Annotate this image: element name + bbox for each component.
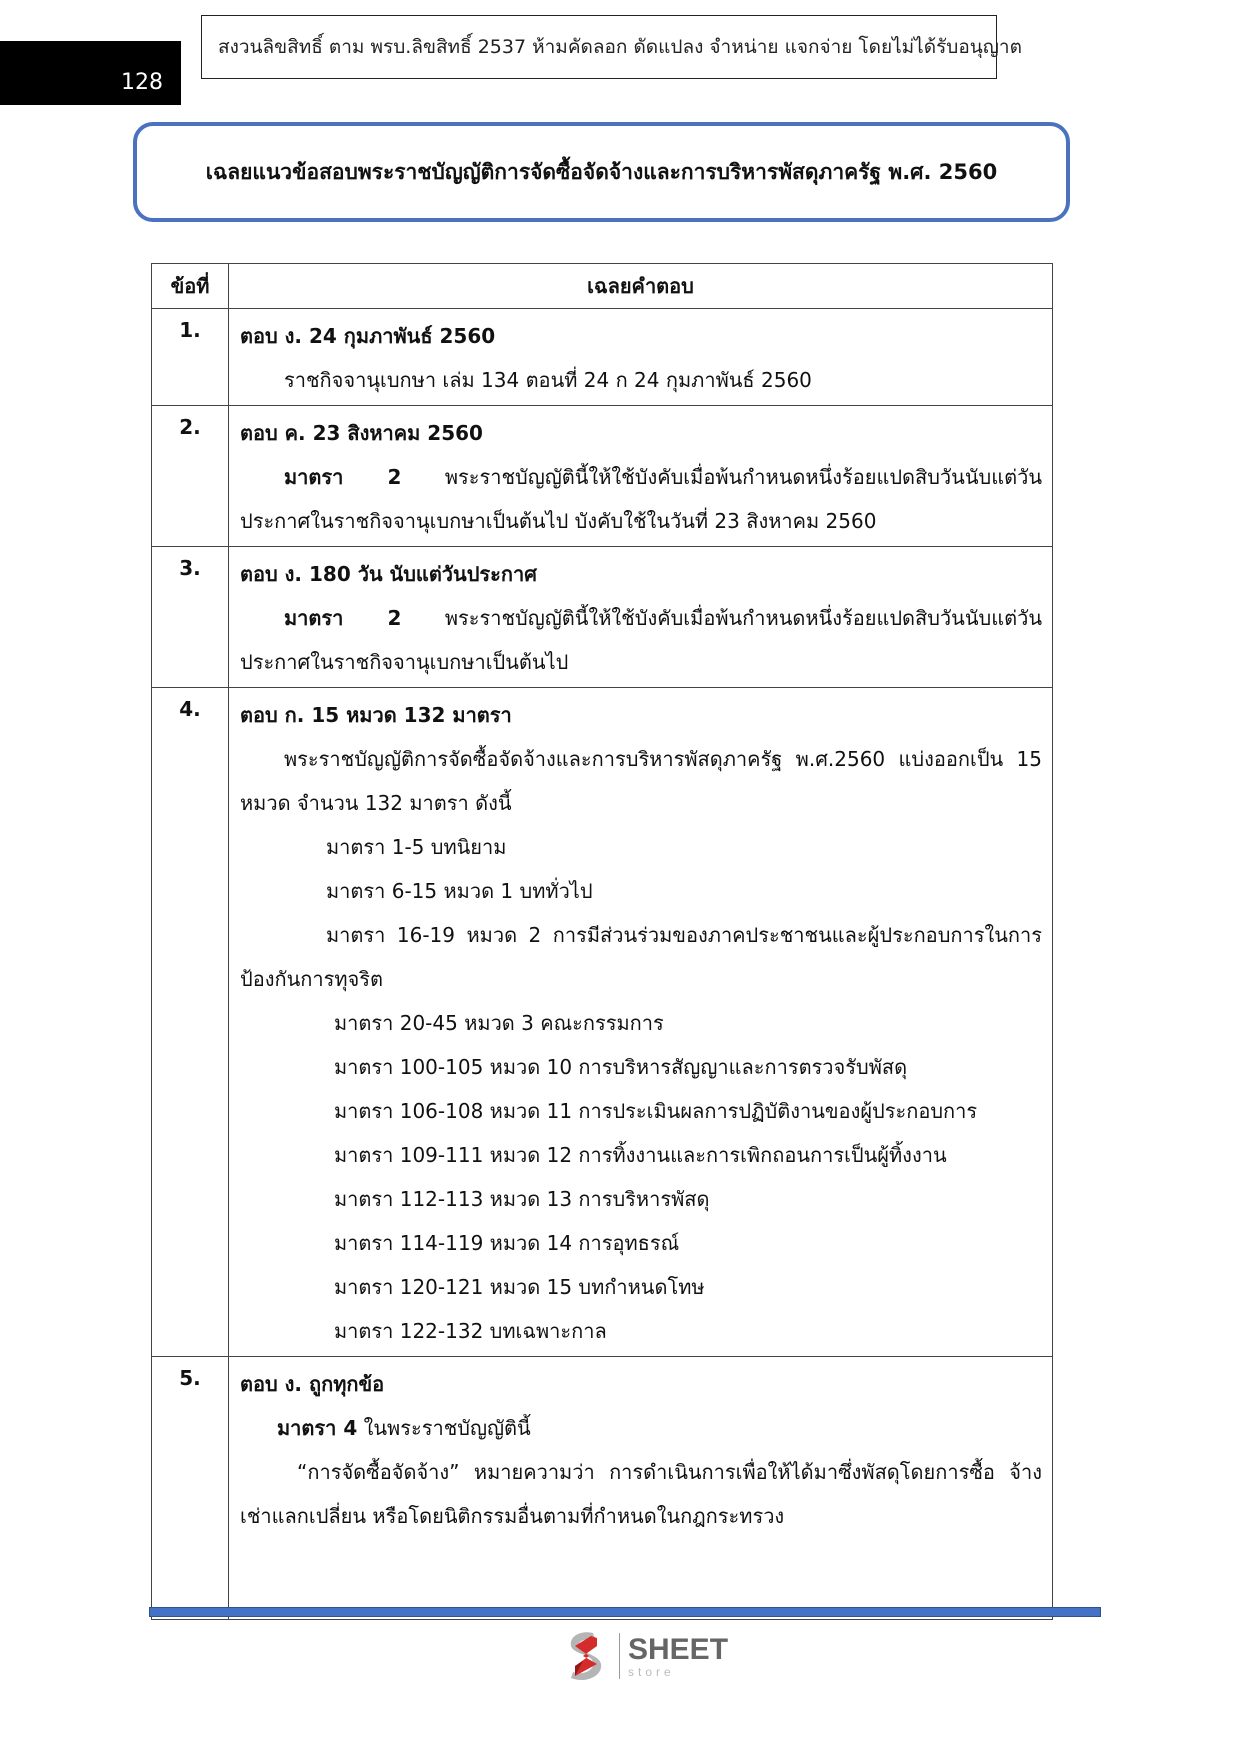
answer-cell [229, 406, 1053, 547]
section-text: ในพระราชบัญญัตินี้ [357, 1416, 531, 1440]
footer-divider-bar [149, 1607, 1101, 1617]
copyright-notice: สงวนลิขสิทธิ์ ตาม พรบ.ลิขสิทธิ์ 2537 ห้ามคัดลอก ดัดแปลง จำหน่าย แจกจ่าย โดยไม่ได้รับอนุญาต [218, 36, 1022, 58]
answer-cell [229, 1357, 1053, 1620]
answer-explanation: ราชกิจจานุเบกษา เล่ม 134 ตอนที่ 24 ก 24 กุมภาพันธ์ 2560 [284, 368, 812, 392]
list-item: มาตรา 122-132 บทเฉพาะกาล [334, 1319, 607, 1343]
question-number: 2. [152, 406, 229, 547]
table-row [152, 1357, 1053, 1620]
question-number: 4. [152, 688, 229, 1357]
logo-wordmark [628, 1632, 729, 1679]
answer-paragraph: พระราชบัญญัติการจัดซื้อจัดจ้างและการบริหารพัสดุภาครัฐ พ.ศ.2560 แบ่งออกเป็น 15 หมวด จำนวน 132 มาตรา ดังนี้ [240, 747, 1042, 815]
question-number: 5. [152, 1357, 229, 1620]
question-number: 3. [152, 547, 229, 688]
section-line [240, 1406, 1042, 1450]
section-text: พระราชบัญญัตินี้ให้ใช้บังคับเมื่อพ้นกำหนดหนึ่งร้อยแปดสิบวันนับแต่วัน [401, 465, 1042, 489]
column-header-answer: เฉลยคำตอบ [229, 264, 1053, 309]
section-continuation: ประกาศในราชกิจจานุเบกษาเป็นต้นไป [240, 650, 569, 674]
answer-choice: ตอบ ง. 24 กุมภาพันธ์ 2560 [240, 324, 496, 348]
section-line [240, 455, 1042, 499]
question-number: 1. [152, 309, 229, 406]
list-item: มาตรา 112-113 หมวด 13 การบริหารพัสดุ [334, 1187, 710, 1211]
section-line [240, 596, 1042, 640]
answer-table [151, 263, 1053, 1620]
section-continuation: ประกาศในราชกิจจานุเบกษาเป็นต้นไป บังคับใช้ในวันที่ 23 สิงหาคม 2560 [240, 509, 877, 533]
list-item: มาตรา 120-121 หมวด 15 บทกำหนดโทษ [334, 1275, 705, 1299]
logo-sub-text: store [628, 1664, 675, 1679]
section-label: มาตรา 2 [284, 606, 402, 630]
answer-cell [229, 688, 1053, 1357]
title-box [133, 122, 1070, 222]
list-item: มาตรา 6-15 หมวด 1 บททั่วไป [326, 879, 593, 903]
copyright-notice-box [201, 15, 1022, 79]
section-label: มาตรา 2 [284, 465, 402, 489]
column-header-number: ข้อที่ [152, 264, 229, 309]
list-item: มาตรา 100-105 หมวด 10 การบริหารสัญญาและการตรวจรับพัสดุ [334, 1055, 908, 1079]
section-text: พระราชบัญญัตินี้ให้ใช้บังคับเมื่อพ้นกำหนดหนึ่งร้อยแปดสิบวันนับแต่วัน [401, 606, 1042, 630]
page-title: เฉลยแนวข้อสอบพระราชบัญญัติการจัดซื้อจัดจ้างและการบริหารพัสดุภาครัฐ พ.ศ. 2560 [205, 159, 998, 184]
logo-main-text: SHEET [628, 1632, 729, 1666]
answer-choice: ตอบ ง. ถูกทุกข้อ [240, 1372, 385, 1396]
list-item: มาตรา 16-19 หมวด 2 การมีส่วนร่วมของภาคประชาชนและผู้ประกอบการในการ [326, 923, 1042, 947]
page-number: 128 [121, 70, 163, 95]
answer-cell [229, 309, 1053, 406]
answer-choice: ตอบ ก. 15 หมวด 132 มาตรา [240, 703, 512, 727]
list-item: มาตรา 114-119 หมวด 14 การอุทธรณ์ [334, 1231, 680, 1255]
list-item: มาตรา 1-5 บทนิยาม [326, 835, 507, 859]
table-row [152, 309, 1053, 406]
s-logo-icon [563, 1630, 611, 1682]
logo-divider [619, 1633, 620, 1679]
definition-paragraph: “การจัดซื้อจัดจ้าง” หมายความว่า การดำเนินการเพื่อให้ได้มาซึ่งพัสดุโดยการซื้อ จ้าง เช่าแลกเปลี่ยน หรือโดยนิติกรรมอื่นตามที่กำหนดในกฎกระทรวง [240, 1460, 1042, 1528]
table-header-row [152, 264, 1053, 309]
table-row [152, 688, 1053, 1357]
list-item: มาตรา 20-45 หมวด 3 คณะกรรมการ [334, 1011, 664, 1035]
answer-cell [229, 547, 1053, 688]
table-row [152, 406, 1053, 547]
list-item: มาตรา 106-108 หมวด 11 การประเมินผลการปฏิบัติงานของผู้ประกอบการ [334, 1099, 978, 1123]
answer-choice: ตอบ ง. 180 วัน นับแต่วันประกาศ [240, 562, 537, 586]
sheet-store-logo [563, 1630, 728, 1682]
section-label: มาตรา 4 [277, 1416, 358, 1440]
table-row [152, 547, 1053, 688]
page-number-box [0, 41, 181, 105]
answer-choice: ตอบ ค. 23 สิงหาคม 2560 [240, 421, 483, 445]
list-item: มาตรา 109-111 หมวด 12 การทิ้งงานและการเพิกถอนการเป็นผู้ทิ้งงาน [334, 1143, 947, 1167]
list-item-continuation: ป้องกันการทุจริต [240, 967, 383, 991]
